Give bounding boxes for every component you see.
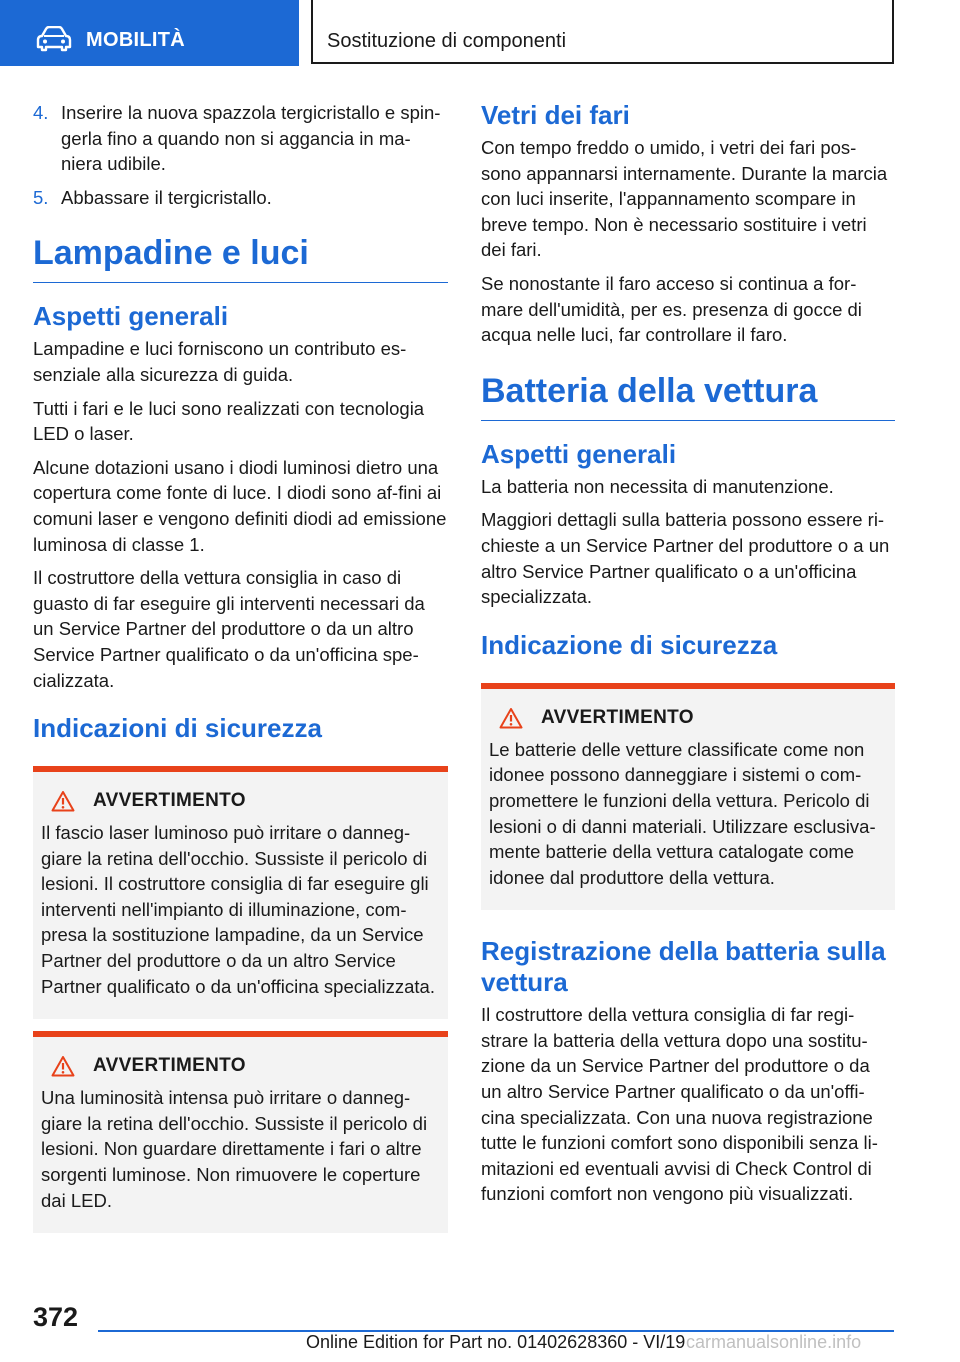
warning-title: AVVERTIMENTO [541,706,694,728]
left-column [33,100,448,1245]
section-tab[interactable] [0,0,299,66]
step-text: Abbassare il tergicristallo. [61,186,272,208]
chapter-tab[interactable] [311,0,894,64]
warning-text: Il fascio laser luminoso può irritare o danneg-giare la retina dell'occhio. Sussiste il pericolo di lesioni. Il costruttore consiglia di far eseguire gli interventi nell'impianto di illuminazione, com-presa la sostituzione lampadine, da un Service Partner del produttore o da un altro Service Partner qualificato o da un'officina specializzata. [41,822,435,997]
paragraph: Alcune dotazioni usano i diodi luminosi dietro una copertura come fonte di luce. I diodi sono af-fini ai comuni laser e vengono definiti diodi ad emissione luminosa di classe 1. [33,456,447,555]
watermark-text: carmanualsonline.info [686,1332,862,1352]
paragraph: Con tempo freddo o umido, i vetri dei fari pos-sono appannarsi internamente. Durante la marcia con luci inserite, l'appannamento scompare in breve tempo. Non è necessario sostituire i vetri dei fari. [481,137,888,261]
warning-title: AVVERTIMENTO [93,1055,246,1077]
chapter-heading-batteria: Batteria della vettura [481,370,895,421]
warning-text: Le batterie delle vetture classificate come non idonee possono danneggiare i sistemi o com-promettere le funzioni della vettura. Pericolo di lesioni o di danni materiali. Utilizzare esclusiva-mente batterie della vettura catalogate come idonee dal produttore della vettura. [489,738,876,888]
paragraph: Se nonostante il faro acceso si continua a for-mare dell'umidità, per es. presenza di gocce di acqua nelle luci, far controllare il faro. [481,272,862,346]
section-heading-sicurezza: Indicazioni di sicurezza [33,713,322,744]
warning-title: AVVERTIMENTO [93,790,246,812]
paragraph: Maggiori dettagli sulla batteria possono essere ri-chieste a un Service Partner del produttore o a un altro Service Partner qualificato o a un'officina specializzata. [481,509,890,608]
warning-box [481,683,895,911]
step-number: 4. [33,102,49,123]
car-icon [36,26,72,52]
section-heading-registrazione: Registrazione della batteria sulla vettura [481,936,886,998]
warning-icon [51,1055,75,1077]
step-text: Inserire la nuova spazzola tergicristallo e spin-gerla fino a quando non si aggancia in ma-niera udibile. [61,102,441,175]
list-item [33,185,448,211]
page-header [0,0,960,66]
section-heading-vetri: Vetri dei fari [481,100,630,130]
paragraph: Lampadine e luci forniscono un contributo es-senziale alla sicurezza di guida. [33,338,407,385]
section-heading-aspetti: Aspetti generali [481,438,677,469]
paragraph: Tutti i fari e le luci sono realizzati con tecnologia LED o laser. [33,397,425,445]
page-number: 372 [33,1302,79,1332]
page-footer [0,1298,960,1362]
edition-text: Online Edition for Part no. 01402628360 - VI/19 [306,1332,686,1352]
step-number: 5. [33,186,49,208]
step-list [33,100,448,210]
section-heading-aspetti: Aspetti generali [33,301,229,332]
warning-box [33,1031,448,1233]
paragraph: Il costruttore della vettura consiglia di far regi-strare la batteria della vettura dopo una sostitu-zione da un Service Partner del produttore o da un altro Service Partner qualificato o da un'offi-cina specializzata. Con una nuova registrazione tutte le funzioni comfort sono disponibili senza li-mitazioni ed eventuali avvisi di Check Control di funzioni comfort non vengono più visualizzati. [481,1004,878,1205]
paragraph: La batteria non necessita di manutenzione. [481,475,834,497]
section-heading-sicurezza: Indicazione di sicurezza [481,629,778,660]
paragraph: Il costruttore della vettura consiglia in caso di guasto di far eseguire gli interventi necessari da un Service Partner del produttore o da un altro Service Partner qualificato o da un'officina spe-cializzata. [33,567,425,691]
warning-box [33,766,448,1019]
warning-icon [51,790,75,812]
section-tab-label: MOBILITÀ [86,29,186,51]
right-column [481,100,895,1215]
chapter-heading-lampadine: Lampadine e luci [33,232,448,283]
list-item [33,100,448,177]
warning-icon [499,707,523,729]
chapter-tab-label: Sostituzione di componenti [327,30,567,52]
warning-text: Una luminosità intensa può irritare o danneg-giare la retina dell'occhio. Sussiste il pericolo di lesioni. Non guardare direttamente i fari o altre sorgenti luminose. Non rimuovere le coperture dai LED. [41,1087,428,1211]
